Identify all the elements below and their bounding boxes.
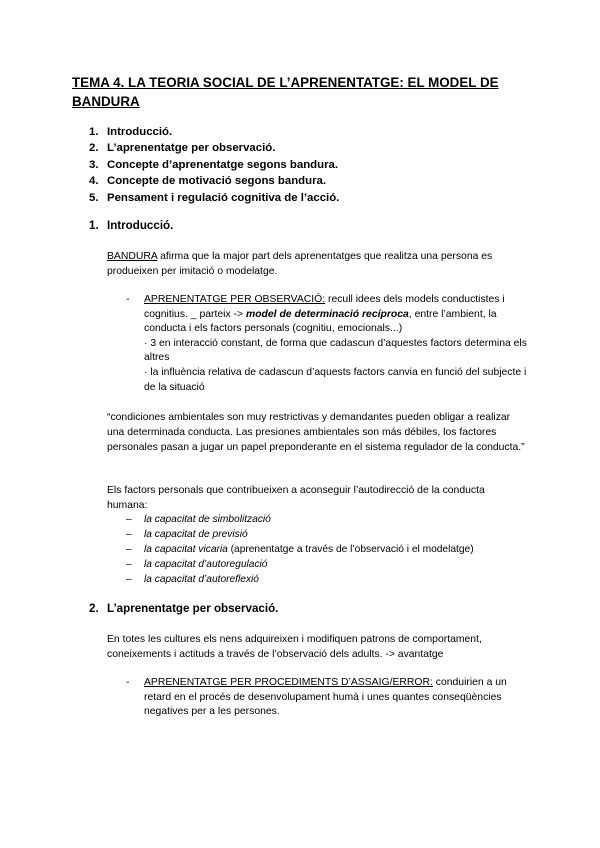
observation-bullet-text: APRENENTATGE PER OBSERVACIÓ: recull idees dels models conductistes i cognitius. _ parteix -> model de determinació recíproca, entre l’ambient, la conducta i els factors personals (cognitiu, emocionals...) (144, 294, 505, 335)
table-of-contents (89, 124, 339, 206)
observation-bullet: - APRENENTATGE PER OBSERVACIÓ: recull idees dels models conductistes i cognitius. _ parteix -> model de determinació recíproca, entre l’ambient, la conducta i els factors personals (cognitiu, emocionals...) · 3 en interacció constant, de forma que cadascun d’aquestes factors determina els altres · la influència relativa de cadascun d’aquests factors canvia en funció del subjecte i de la situació (144, 293, 530, 395)
toc-item: 4. Concepte de motivació segons bandura. (89, 175, 326, 188)
toc-item: 2. L’aprenentatge per observació. (89, 142, 276, 155)
section-2-heading: 2. L’aprenentatge per observació. (89, 602, 279, 615)
list-item: – la capacitat d’autoreflexió (126, 574, 259, 585)
trial-error-bullet-text: APRENENTATGE PER PROCEDIMENTS D’ASSAIG/ERROR: conduirien a un retard en el procés de desenvolupament humà i unes quantes conseqüències negatives per a les persones. (144, 677, 507, 718)
factors-intro: Els factors personals que contribueixen a aconseguir l’autodirecció de la conducta humana: (107, 485, 485, 511)
list-item: – la capacitat de simbolització (126, 514, 271, 525)
trial-error-bullet: - APRENENTATGE PER PROCEDIMENTS D’ASSAIG/ERROR: conduirien a un retard en el procés de desenvolupament humà i unes quantes conseqüències negatives per a les persones. (144, 676, 530, 720)
factors-list (126, 512, 474, 587)
observation-bullet-line: · la influència relativa de cadascun d’aquests factors canvia en funció del subjecte i de la situació (144, 366, 527, 393)
section-1-heading: 1. Introducció. (89, 219, 174, 232)
list-item: – la capacitat de previsió (126, 529, 248, 540)
page-title: TEMA 4. LA TEORIA SOCIAL DE L’APRENENTATGE: EL MODEL DE BANDURA (72, 75, 499, 109)
toc-item: 3. Concepte d’aprenentatge segons bandura. (89, 158, 339, 171)
toc-item: 1. Introducció. (89, 126, 173, 138)
list-item: – la capacitat vicaria (aprenentatge a través de l’observació i el modelatge) (126, 544, 474, 555)
bandura-term: BANDURA (107, 251, 158, 262)
intro-paragraph: BANDURA afirma que la major part dels aprenentatges que realitza una persona es produeixen per imitació o modelatge. (107, 251, 493, 277)
quote-paragraph: “condiciones ambientales son muy restrictivas y demandantes pueden obligar a realizar una determinada conducta. Las presiones ambientales son más débiles, los factores personales pasan a jugar un papel preponderante en el sistema regulador de la conducta.” (107, 412, 525, 453)
toc-item: 5. Pensament i regulació cognitiva de l’acció. (89, 191, 340, 204)
observation-bullet-line: · 3 en interacció constant, de forma que cadascun d’aquestes factors determina els altres (144, 337, 527, 364)
section-2-paragraph: En totes les cultures els nens adquireixen i modifiquen patrons de comportament, coneixements i actituds a través de l’observació dels adults. -> avantatge (107, 634, 482, 660)
list-item: – la capacitat d’autoregulació (126, 559, 268, 570)
